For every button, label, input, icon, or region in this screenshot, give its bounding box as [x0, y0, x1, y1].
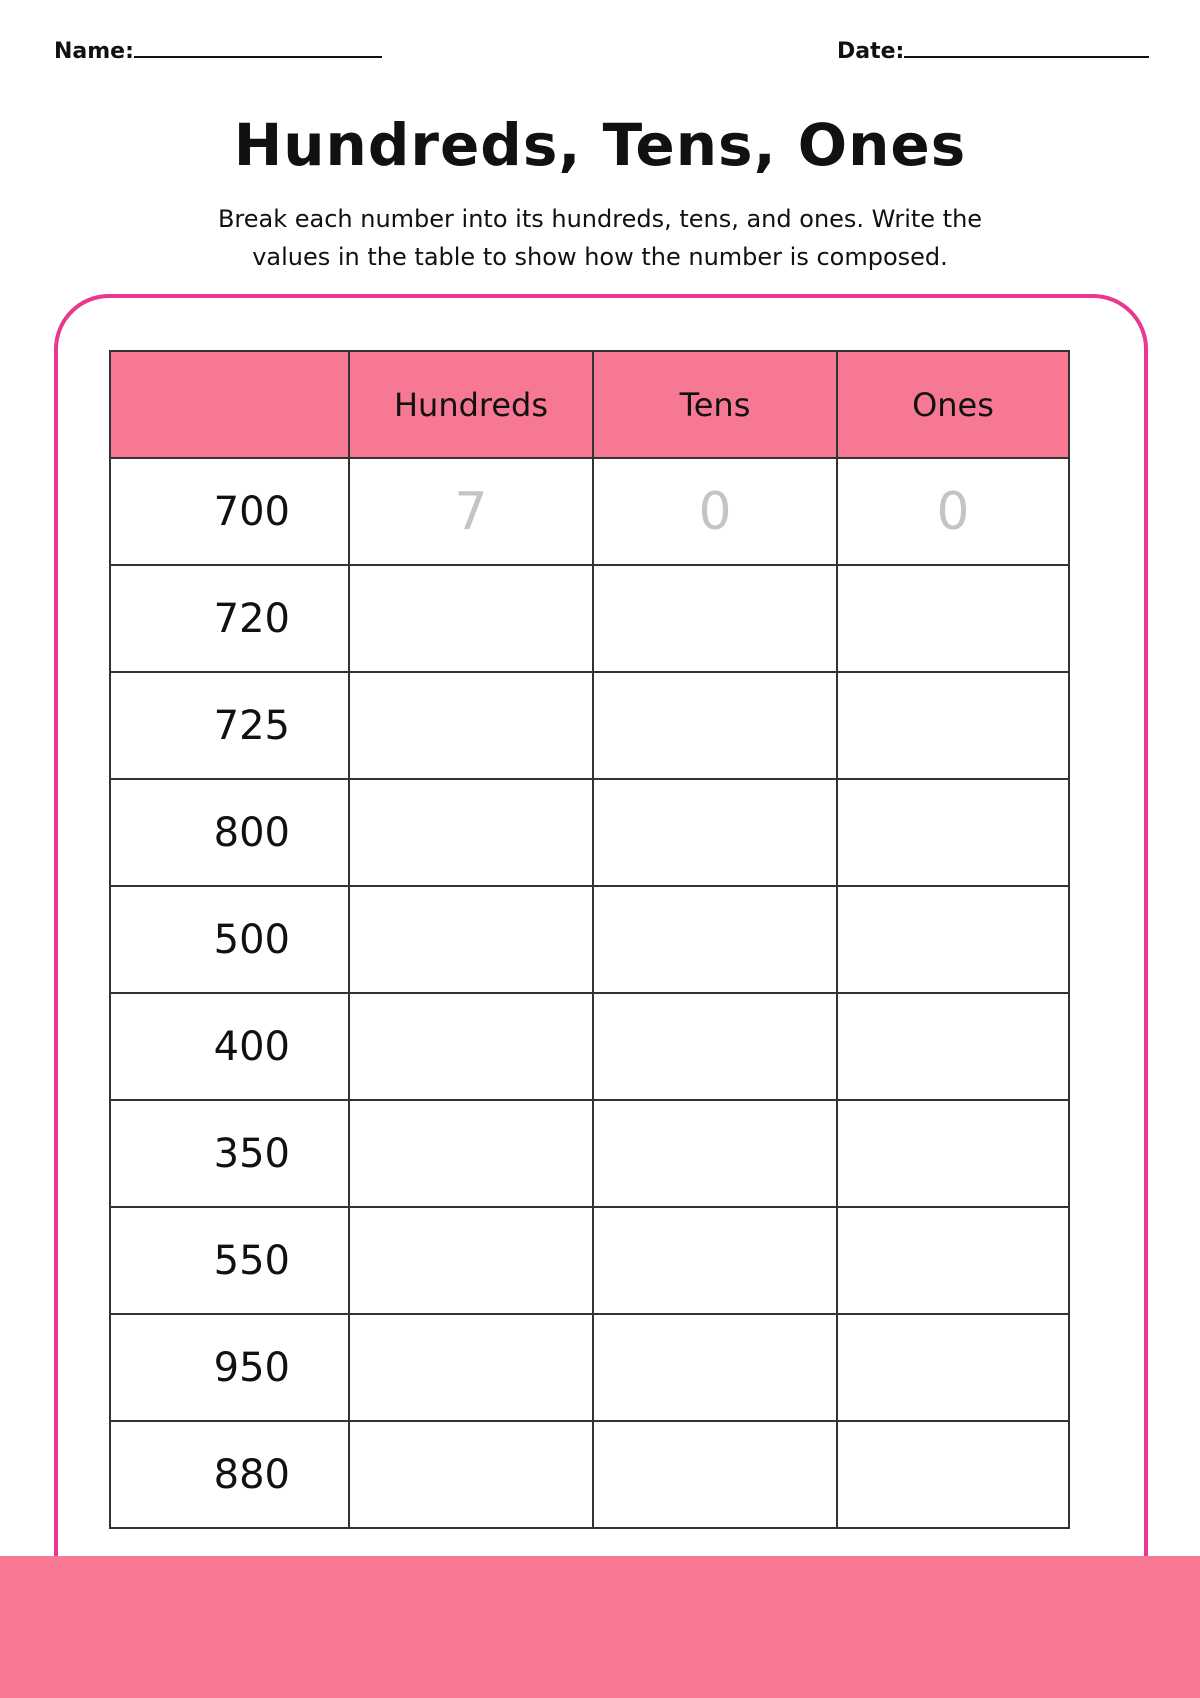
- ones-answer-cell[interactable]: [837, 1207, 1069, 1314]
- example-hundreds: 7: [349, 458, 593, 565]
- column-header-hundreds: Hundreds: [349, 351, 593, 458]
- hundreds-answer-cell[interactable]: [349, 1314, 593, 1421]
- hundreds-answer-cell[interactable]: [349, 565, 593, 672]
- table-row: [110, 672, 1069, 779]
- row-number: 720: [110, 565, 349, 672]
- row-number: 800: [110, 779, 349, 886]
- date-field: [837, 38, 1149, 63]
- row-number: 950: [110, 1314, 349, 1421]
- ones-answer-cell[interactable]: [837, 993, 1069, 1100]
- table-row: [110, 886, 1069, 993]
- row-number: 725: [110, 672, 349, 779]
- tens-answer-cell[interactable]: [593, 672, 837, 779]
- tens-answer-cell[interactable]: [593, 993, 837, 1100]
- name-label: Name:: [54, 39, 134, 64]
- date-label: Date:: [837, 39, 905, 64]
- column-header-number: [110, 351, 349, 458]
- tens-answer-cell[interactable]: [593, 1421, 837, 1528]
- tens-answer-cell[interactable]: [593, 886, 837, 993]
- example-ones: 0: [837, 458, 1069, 565]
- hundreds-answer-cell[interactable]: [349, 993, 593, 1100]
- column-header-tens: Tens: [593, 351, 837, 458]
- instructions-line-2: values in the table to show how the number is composed.: [252, 243, 948, 271]
- table-row: [110, 1314, 1069, 1421]
- ones-answer-cell[interactable]: [837, 886, 1069, 993]
- table-row: [110, 565, 1069, 672]
- page-title: Hundreds, Tens, Ones: [233, 111, 967, 179]
- row-number: 500: [110, 886, 349, 993]
- ones-answer-cell[interactable]: [837, 1314, 1069, 1421]
- tens-answer-cell[interactable]: [593, 779, 837, 886]
- tens-answer-cell[interactable]: [593, 1314, 837, 1421]
- hundreds-answer-cell[interactable]: [349, 1100, 593, 1207]
- ones-answer-cell[interactable]: [837, 1421, 1069, 1528]
- table-header-row: [110, 351, 1069, 458]
- tens-answer-cell[interactable]: [593, 1100, 837, 1207]
- instructions: [150, 200, 1050, 276]
- table-row-example: [110, 458, 1069, 565]
- tens-answer-cell[interactable]: [593, 1207, 837, 1314]
- ones-answer-cell[interactable]: [837, 1100, 1069, 1207]
- row-number: 550: [110, 1207, 349, 1314]
- row-number: 400: [110, 993, 349, 1100]
- table-row: [110, 1100, 1069, 1207]
- table-row: [110, 1207, 1069, 1314]
- name-field: [54, 38, 382, 63]
- hundreds-answer-cell[interactable]: [349, 672, 593, 779]
- date-blank-line[interactable]: [904, 38, 1149, 58]
- hundreds-answer-cell[interactable]: [349, 1207, 593, 1314]
- table-row: [110, 1421, 1069, 1528]
- hundreds-answer-cell[interactable]: [349, 1421, 593, 1528]
- row-number: 880: [110, 1421, 349, 1528]
- table-row: [110, 779, 1069, 886]
- footer-band: [0, 1556, 1200, 1698]
- ones-answer-cell[interactable]: [837, 672, 1069, 779]
- instructions-line-1: Break each number into its hundreds, tens, and ones. Write the: [217, 205, 983, 233]
- row-number: 700: [110, 458, 349, 565]
- example-tens: 0: [593, 458, 837, 565]
- ones-answer-cell[interactable]: [837, 779, 1069, 886]
- place-value-table: [109, 350, 1070, 1529]
- hundreds-answer-cell[interactable]: [349, 886, 593, 993]
- column-header-ones: Ones: [837, 351, 1069, 458]
- tens-answer-cell[interactable]: [593, 565, 837, 672]
- table-row: [110, 993, 1069, 1100]
- row-number: 350: [110, 1100, 349, 1207]
- hundreds-answer-cell[interactable]: [349, 779, 593, 886]
- ones-answer-cell[interactable]: [837, 565, 1069, 672]
- name-blank-line[interactable]: [134, 38, 382, 58]
